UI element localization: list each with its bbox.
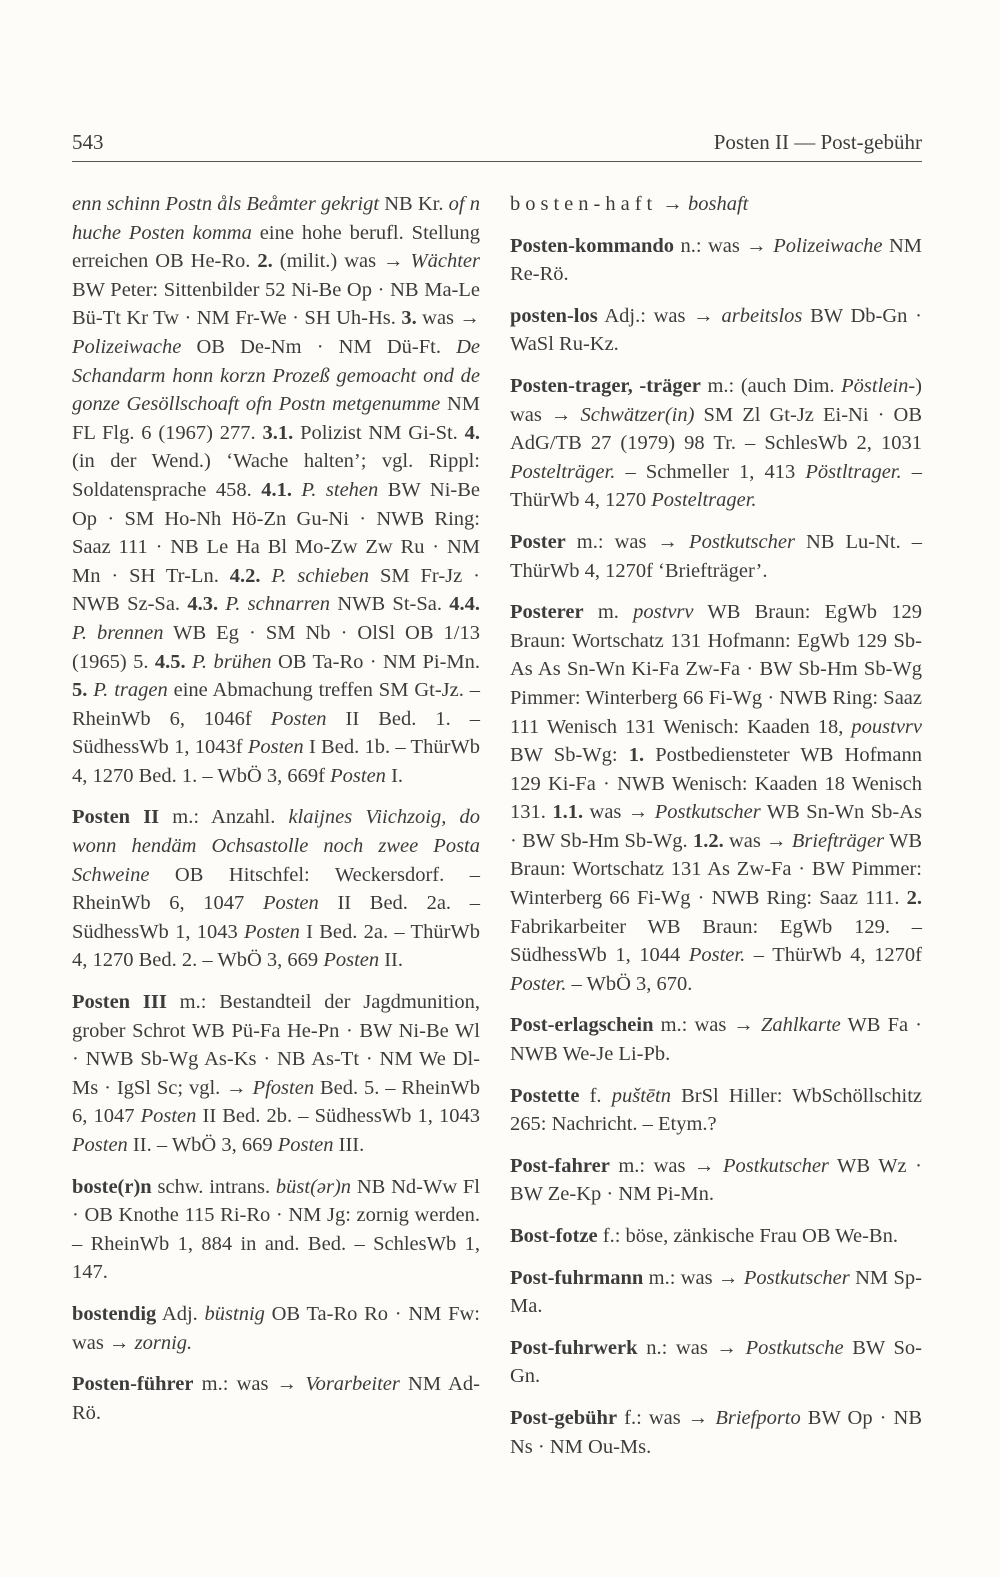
entry-text: Post-erlagschein m.: was → Zahlkarte WB Fa · NWB We-Je Li-Pb. [510, 1014, 922, 1066]
entry-text: posten-los Adj.: was → arbeitslos BW Db-Gn · WaSl Ru-Kz. [510, 304, 922, 356]
entry-text: Postette f. puštētn BrSl Hiller: WbSchöllschitz 265: Nachricht. – Etym.? [510, 1084, 923, 1136]
entry-text: Posten-kommando n.: was → Polizeiwache NM Re-Rö. [510, 234, 922, 286]
entry-text: boste(r)n schw. intrans. büst(ər)n NB Nd-Ww Fl · OB Knothe 115 Ri-Ro · NM Jg: zornig werden. – RheinWb 1, 884 in and. Bed. – SchlesWb 1, 147. [72, 1175, 480, 1284]
entry-text: Posterer m. postvrv WB Braun: EgWb 129 Braun: Wortschatz 131 Hofmann: EgWb 129 Sb-As As Sn-Wn Ki-Fa Zw-Fa · BW Sb-Hm Sb-Wg Pimmer: Winterberg 66 Fi-Wg · NWB Ring: Saaz 111 Wenisch 131 Wenisch: Kaaden 18, poustvrv BW Sb-Wg: 1. Postbediensteter WB Hofmann 129 Ki-Fa · NWB Wenisch: Kaaden 18 Wenisch 131. 1.1. was → Postkutscher WB Sn-Wn Sb-As · BW Sb-Hm Sb-Wg. 1.2. was → Briefträger WB Braun: Wortschatz 131 As Zw-Fa · BW Pimmer: Winterberg 66 Fi-Wg · NWB Ring: Saaz 111. 2. Fabrikarbeiter WB Braun: EgWb 129. – SüdhessWb 1, 1044 Poster. – ThürWb 4, 1270f Poster. – WbÖ 3, 670. [510, 601, 922, 995]
left-column [72, 190, 480, 1440]
entry-text: Posten-führer m.: was → Vorarbeiter NM Ad-Rö. [72, 1373, 480, 1424]
entry-text: Poster m.: was → Postkutscher NB Lu-Nt. – ThürWb 4, 1270f ‘Briefträger’. [510, 530, 922, 582]
running-title: Posten II — Post-gebühr [713, 130, 922, 154]
entry-text: Bost-fotze f.: böse, zänkische Frau OB We-Bn. [510, 1225, 898, 1247]
page-number: 543 [72, 130, 104, 154]
page-header [72, 130, 922, 162]
entry-text: Post-fuhrmann m.: was → Postkutscher NM Sp-Ma. [510, 1266, 922, 1318]
entry-text: bostendig Adj. büstnig OB Ta-Ro Ro · NM Fw: was → zornig. [72, 1302, 480, 1354]
entry-text: Posten II m.: Anzahl. klaijnes Viichzoig, do wonn hendäm Ochsastolle noch zwee Posta Schweine OB Hitschfel: Weckersdorf. – RheinWb 6, 1047 Posten II Bed. 2a. – SüdhessWb 1, 1043 Posten I Bed. 2a. – ThürWb 4, 1270 Bed. 2. – WbÖ 3, 669 Posten II. [72, 806, 480, 972]
entry-text: Post-gebühr f.: was → Briefporto BW Op · NB Ns · NM Ou-Ms. [510, 1406, 922, 1458]
entry-text: Posten III m.: Bestandteil der Jagdmunition, grober Schrot WB Pü-Fa He-Pn · BW Ni-Be Wl · NWB Sb-Wg As-Ks · NB As-Tt · NM We Dl-Ms · IgSl Sc; vgl. → Pfosten Bed. 5. – RheinWb 6, 1047 Posten II Bed. 2b. – SüdhessWb 1, 1043 Posten II. – WbÖ 3, 669 Posten III. [72, 991, 480, 1156]
entry-text: Post-fuhrwerk n.: was → Postkutsche BW So-Gn. [510, 1336, 922, 1388]
entry-text: bosten-haft → boshaft [510, 193, 749, 215]
entry-text: Posten-trager, -träger m.: (auch Dim. Pöstlein-) was → Schwätzer(in) SM Zl Gt-Jz Ei-Ni · OB AdG/TB 27 (1979) 98 Tr. – SchlesWb 2, 1031 Postelträger. – Schmeller 1, 413 Pöstltrager. – ThürWb 4, 1270 Posteltrager. [510, 374, 922, 512]
entry-text: enn schinn Postn åls Beåmter gekrigt NB Kr. of n huche Posten komma eine hohe berufl. Stellung erreichen OB He-Ro. 2. (milit.) was → Wächter BW Peter: Sittenbilder 52 Ni-Be Op · NB Ma-Le Bü-Tt Kr Tw · NM Fr-We · SH Uh-Hs. 3. was → Polizeiwache OB De-Nm · NM Dü-Ft. De Schandarm honn korzn Prozeß gemoacht ond de gonze Gesöllschoaft ofn Postn metgenumme NM FL Flg. 6 (1967) 277. 3.1. Polizist NM Gi-St. 4. (in der Wend.) ‘Wache halten’; vgl. Rippl: Soldatensprache 458. 4.1. P. stehen BW Ni-Be Op · SM Ho-Nh Hö-Zn Gu-Ni · NWB Ring: Saaz 111 · NB Le Ha Bl Mo-Zw Zw Ru · NM Mn · SH Tr-Ln. 4.2. P. schieben SM Fr-Jz · NWB Sz-Sa. 4.3. P. schnarren NWB St-Sa. 4.4. P. brennen WB Eg · SM Nb · OlSl OB 1/13 (1965) 5. 4.5. P. brühen OB Ta-Ro · NM Pi-Mn. 5. P. tragen eine Abmachung treffen SM Gt-Jz. – RheinWb 6, 1046f Posten II Bed. 1. – SüdhessWb 1, 1043f Posten I Bed. 1b. – ThürWb 4, 1270 Bed. 1. – WbÖ 3, 669f Posten I. [72, 193, 481, 787]
entry-text: Post-fahrer m.: was → Postkutscher WB Wz · BW Ze-Kp · NM Pi-Mn. [510, 1154, 922, 1206]
right-column [510, 190, 922, 1474]
